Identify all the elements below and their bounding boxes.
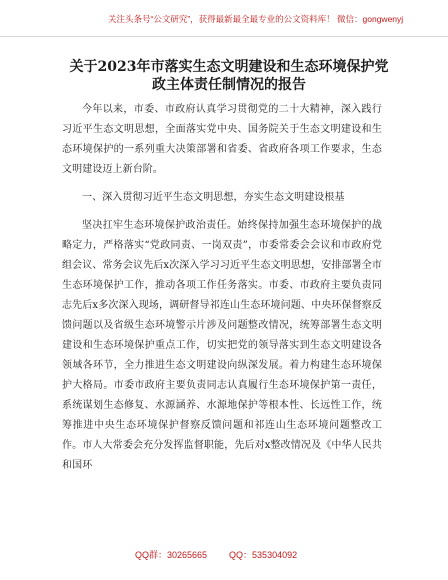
- header-divider: [0, 36, 448, 37]
- qq-group-number: QQ群：30265665: [135, 550, 208, 560]
- body-paragraph: 坚决扛牢生态环境保护政治责任。始终保持加强生态环境保护的战略定力，严格落实“党政同责、一岗双责”，市委常委会会议和市政府党组会议、常务会议先后x次深入学习习近平生态文明思想，安排部署全市生态环境保护工作，推动各项工作任务落实。市委、市政府主要负责同志先后x多次深入现场，调研督导祁连山生态环境问题、中央环保督察反馈问题以及省级生态环境警示片涉及问题整改情况，统筹部署生态文明建设和生态环境保护重点工作，切实把党的领导落实到生态文明建设各领域各环节，全力推进生态文明建设向纵深发展。着力构建生态环境保护大格局。市委市政府主要负责同志认真履行生态环境保护第一责任，系统谋划生态修复、水源涵养、水源地保护等根本性、长远性工作，统筹推进中央生态环境保护督察反馈问题和祁连山生态环境问题整改工作。市人大常委会充分发挥监督职能，先后对x整改情况及《中华人民共和国环: [62, 220, 382, 471]
- qq-number: QQ：535304092: [229, 550, 298, 560]
- intro-paragraph: 今年以来，市委、市政府认真学习贯彻党的二十大精神，深入践行习近平生态文明思想，全面落实党中央、国务院关于生态文明建设和生态环境保护的一系列重大决策部署和省委、省政府各项工作要求，生态文明建设迈上新台阶。: [62, 104, 382, 175]
- document-title: 关于2023年市落实生态文明建设和生态环境保护党政主体责任制情况的报告: [69, 59, 389, 93]
- promo-banner: 关注头条号“公文研究”，获得最新最全最专业的公文资料库！ 微信：gongwenyj: [108, 14, 404, 24]
- section-heading: 一、深入贯彻习近平生态文明思想，夯实生态文明建设根基: [82, 192, 345, 203]
- contact-footer: [135, 544, 355, 566]
- document-body: [62, 100, 382, 476]
